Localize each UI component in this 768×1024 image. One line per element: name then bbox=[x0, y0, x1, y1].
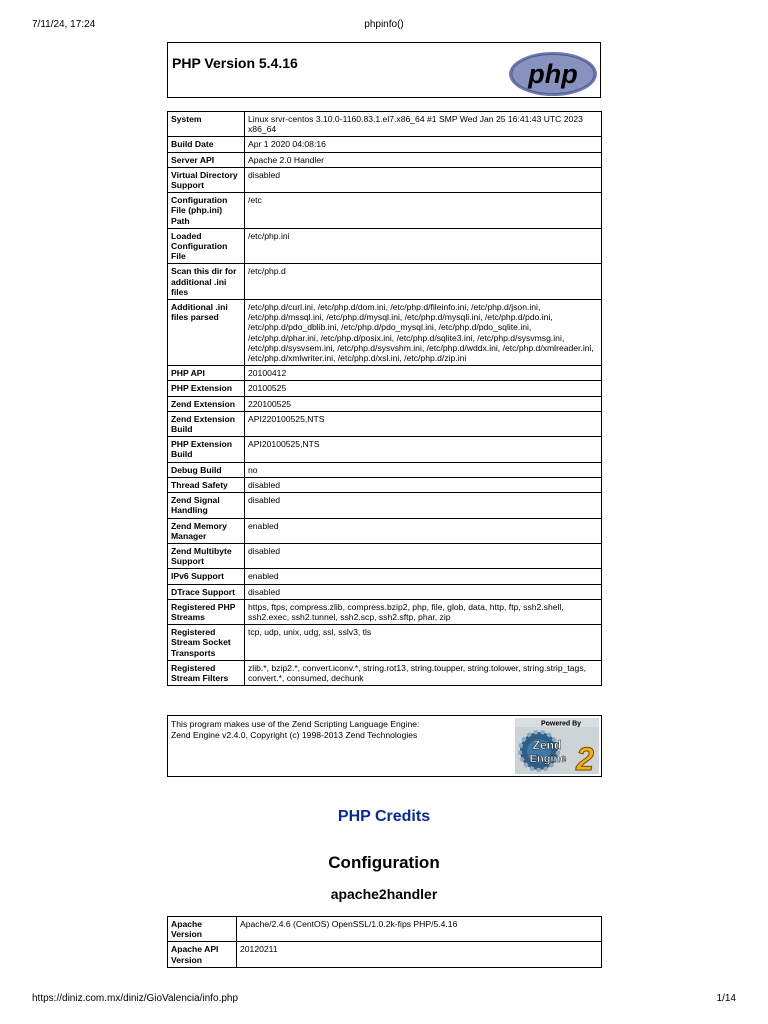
row-value: Apache 2.0 Handler bbox=[245, 152, 602, 167]
row-key: DTrace Support bbox=[168, 584, 245, 599]
row-value: enabled bbox=[245, 569, 602, 584]
table-row bbox=[168, 228, 602, 264]
zend-logo-word2: Engine bbox=[529, 753, 567, 765]
configuration-heading: Configuration bbox=[328, 853, 440, 872]
row-value: /etc bbox=[245, 193, 602, 229]
table-row bbox=[168, 584, 602, 599]
row-value: disabled bbox=[245, 167, 602, 192]
row-key: PHP Extension bbox=[168, 381, 245, 396]
row-key: Server API bbox=[168, 152, 245, 167]
row-value: tcp, udp, unix, udg, ssl, sslv3, tls bbox=[245, 625, 602, 661]
print-header bbox=[32, 19, 736, 33]
row-value: Apr 1 2020 04:08:16 bbox=[245, 137, 602, 152]
apache2handler-heading: apache2handler bbox=[330, 886, 438, 902]
zend-notice-line2: Zend Engine v2.4.0, Copyright (c) 1998-2013 Zend Technologies bbox=[171, 729, 418, 740]
row-key: Zend Extension bbox=[168, 396, 245, 411]
row-key: Zend Extension Build bbox=[168, 411, 245, 436]
row-value: 220100525 bbox=[245, 396, 602, 411]
row-key: Zend Multibyte Support bbox=[168, 543, 245, 568]
row-key: Virtual Directory Support bbox=[168, 167, 245, 192]
php-logo[interactable] bbox=[508, 51, 598, 97]
table-row bbox=[168, 477, 602, 492]
row-value: disabled bbox=[245, 477, 602, 492]
table-row bbox=[168, 543, 602, 568]
row-value: disabled bbox=[245, 493, 602, 518]
print-footer bbox=[32, 993, 736, 1007]
system-info-table bbox=[167, 111, 602, 686]
row-key: PHP API bbox=[168, 366, 245, 381]
row-key: Apache API Version bbox=[168, 942, 237, 967]
row-value: disabled bbox=[245, 543, 602, 568]
row-value: Linux srvr-centos 3.10.0-1160.83.1.el7.x86_64 #1 SMP Wed Jan 25 16:41:43 UTC 2023 x86_64 bbox=[245, 112, 602, 137]
table-row bbox=[168, 493, 602, 518]
row-key: Registered Stream Filters bbox=[168, 660, 245, 685]
row-key: Registered Stream Socket Transports bbox=[168, 625, 245, 661]
row-value: enabled bbox=[245, 518, 602, 543]
row-value: /etc/php.d/curl.ini, /etc/php.d/dom.ini, /etc/php.d/fileinfo.ini, /etc/php.d/json.ini, /etc/php.d/mssql.ini, /etc/php.d/mysql.ini, /etc/php.d/mysqli.ini, /etc/php.d/pdo.ini, /etc/php.d/pdo_dblib.ini, /etc/php.d/pdo_mysql.ini, /etc/php.d/pdo_sqlite.ini, /etc/php.d/phar.ini, /etc/php.d/posix.ini, /etc/php.d/sqlite3.ini, /etc/php.d/sysvmsg.ini, /etc/php.d/sysvsem.ini, /etc/php.d/sysvshm.ini, /etc/php.d/wddx.ini, /etc/php.d/xmlreader.ini, /etc/php.d/xmlwriter.ini, /etc/php.d/xsl.ini, /etc/php.d/zip.ini bbox=[245, 300, 602, 366]
row-value: disabled bbox=[245, 584, 602, 599]
row-key: Build Date bbox=[168, 137, 245, 152]
row-value: no bbox=[245, 462, 602, 477]
table-row bbox=[168, 366, 602, 381]
row-key: PHP Extension Build bbox=[168, 437, 245, 462]
row-key: Debug Build bbox=[168, 462, 245, 477]
table-row bbox=[168, 152, 602, 167]
table-row bbox=[168, 411, 602, 436]
table-row bbox=[168, 396, 602, 411]
row-key: Zend Memory Manager bbox=[168, 518, 245, 543]
table-row bbox=[168, 625, 602, 661]
php-version-header bbox=[167, 42, 601, 98]
table-row bbox=[168, 300, 602, 366]
row-key: Scan this dir for additional .ini files bbox=[168, 264, 245, 300]
table-row bbox=[168, 167, 602, 192]
table-row bbox=[168, 942, 602, 967]
apache2handler-table bbox=[167, 916, 602, 968]
print-datetime: 7/11/24, 17:24 bbox=[32, 19, 96, 30]
row-value: API20100525,NTS bbox=[245, 437, 602, 462]
table-row bbox=[168, 137, 602, 152]
zend-engine-box bbox=[167, 715, 602, 777]
row-value: 20100525 bbox=[245, 381, 602, 396]
row-value: zlib.*, bzip2.*, convert.iconv.*, string.rot13, string.toupper, string.tolower, string.strip_tags, convert.*, consumed, dechunk bbox=[245, 660, 602, 685]
table-row bbox=[168, 193, 602, 229]
table-row bbox=[168, 112, 602, 137]
row-key: Thread Safety bbox=[168, 477, 245, 492]
row-key: Loaded Configuration File bbox=[168, 228, 245, 264]
zend-logo-number: 2 bbox=[576, 741, 594, 774]
row-key: Additional .ini files parsed bbox=[168, 300, 245, 366]
row-key: Configuration File (php.ini) Path bbox=[168, 193, 245, 229]
row-value: Apache/2.4.6 (CentOS) OpenSSL/1.0.2k-fips PHP/5.4.16 bbox=[237, 917, 602, 942]
row-value: https, ftps, compress.zlib, compress.bzip2, php, file, glob, data, http, ftp, ssh2.shell, ssh2.exec, ssh2.tunnel, ssh2.scp, ssh2.sftp, phar, zip bbox=[245, 599, 602, 624]
print-page-number: 1/14 bbox=[716, 993, 736, 1004]
table-row bbox=[168, 462, 602, 477]
table-row bbox=[168, 660, 602, 685]
row-key: Registered PHP Streams bbox=[168, 599, 245, 624]
php-logo-text: php bbox=[528, 59, 578, 89]
zend-notice bbox=[171, 719, 419, 740]
row-value: 20120211 bbox=[237, 942, 602, 967]
zend-engine-logo[interactable] bbox=[515, 718, 599, 774]
row-value: /etc/php.ini bbox=[245, 228, 602, 264]
row-key: Zend Signal Handling bbox=[168, 493, 245, 518]
php-version-title: PHP Version 5.4.16 bbox=[172, 55, 298, 71]
print-page-title: phpinfo() bbox=[364, 19, 404, 30]
table-row bbox=[168, 917, 602, 942]
row-value: /etc/php.d bbox=[245, 264, 602, 300]
row-key: IPv6 Support bbox=[168, 569, 245, 584]
table-row bbox=[168, 437, 602, 462]
table-row bbox=[168, 569, 602, 584]
table-row bbox=[168, 264, 602, 300]
table-row bbox=[168, 599, 602, 624]
zend-logo-powered: Powered By bbox=[540, 720, 582, 728]
row-value: 20100412 bbox=[245, 366, 602, 381]
row-value: API220100525,NTS bbox=[245, 411, 602, 436]
table-row bbox=[168, 381, 602, 396]
table-row bbox=[168, 518, 602, 543]
zend-logo-word1: Zend bbox=[532, 738, 562, 752]
print-url: https://diniz.com.mx/diniz/GioValencia/info.php bbox=[32, 993, 239, 1004]
row-key: Apache Version bbox=[168, 917, 237, 942]
php-credits-link[interactable]: PHP Credits bbox=[337, 808, 431, 825]
zend-notice-line1: This program makes use of the Zend Scripting Language Engine: bbox=[171, 719, 420, 729]
row-key: System bbox=[168, 112, 245, 137]
